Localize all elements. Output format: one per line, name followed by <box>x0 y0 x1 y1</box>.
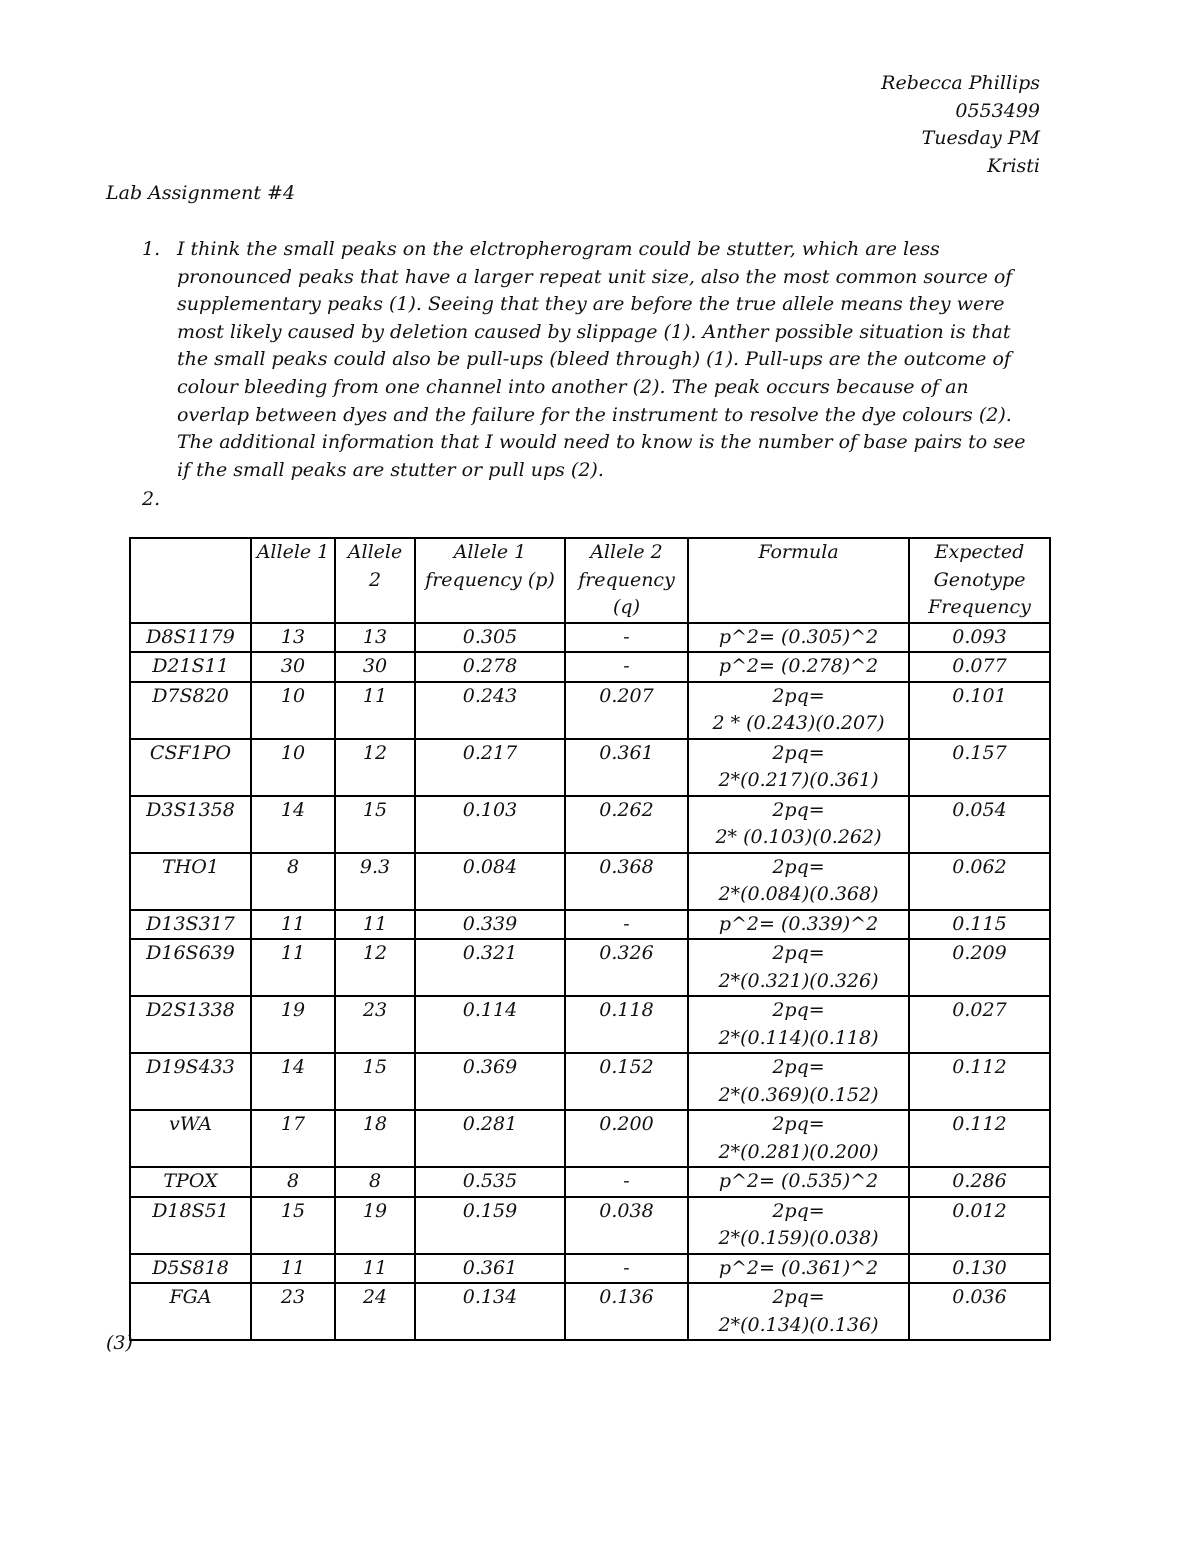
genotype-frequency-cell: 0.012 <box>909 1197 1050 1254</box>
locus-cell: TPOX <box>130 1167 251 1197</box>
allele-2-cell: 15 <box>335 1053 415 1110</box>
allele-2-cell: 23 <box>335 996 415 1053</box>
formula-line-1: p^2= (0.361)^2 <box>718 1256 879 1279</box>
table-row <box>130 1053 1050 1110</box>
allele-2-cell: 11 <box>335 910 415 940</box>
allele-1-frequency-cell: 0.339 <box>415 910 565 940</box>
allele-1-cell: 11 <box>251 1254 335 1284</box>
allele-2-frequency-cell: 0.368 <box>565 853 688 910</box>
ta-name: Kristi <box>987 154 1040 177</box>
locus-cell: D3S1358 <box>130 796 251 853</box>
genotype-frequency-cell: 0.130 <box>909 1254 1050 1284</box>
allele-1-frequency-cell: 0.103 <box>415 796 565 853</box>
allele-1-frequency-cell: 0.278 <box>415 652 565 682</box>
allele-2-cell: 11 <box>335 682 415 739</box>
formula-line-2: 2*(0.159)(0.038) <box>718 1227 879 1249</box>
genotype-frequency-cell: 0.101 <box>909 682 1050 739</box>
allele-1-cell: 19 <box>251 996 335 1053</box>
question-1 <box>142 236 1042 484</box>
allele-2-frequency-cell: 0.207 <box>565 682 688 739</box>
formula-cell <box>688 1254 909 1284</box>
allele-2-cell: 11 <box>335 1254 415 1284</box>
allele-1-cell: 8 <box>251 1167 335 1197</box>
table-row <box>130 1110 1050 1167</box>
table-row <box>130 796 1050 853</box>
question-2-number: 2. <box>142 488 161 510</box>
formula-line-1: 2pq= <box>772 999 825 1021</box>
allele-2-frequency-cell: 0.326 <box>565 939 688 996</box>
genotype-frequency-cell: 0.157 <box>909 739 1050 796</box>
locus-cell: vWA <box>130 1110 251 1167</box>
allele-1-cell: 23 <box>251 1283 335 1340</box>
allele-2-frequency-cell: - <box>565 652 688 682</box>
table-row <box>130 853 1050 910</box>
student-id: 0553499 <box>955 99 1040 122</box>
locus-cell: D5S818 <box>130 1254 251 1284</box>
formula-line-1: 2pq= <box>772 798 825 821</box>
allele-1-frequency-cell: 0.134 <box>415 1283 565 1340</box>
table-row <box>130 1254 1050 1284</box>
header-allele-2-frequency: Allele 2 frequency (q) <box>565 538 688 623</box>
genotype-frequency-cell: 0.286 <box>909 1167 1050 1197</box>
allele-1-frequency-cell: 0.369 <box>415 1053 565 1110</box>
genotype-frequency-cell: 0.209 <box>909 939 1050 996</box>
allele-1-frequency-cell: 0.159 <box>415 1197 565 1254</box>
formula-cell <box>688 1283 909 1340</box>
allele-2-frequency-cell: 0.136 <box>565 1283 688 1340</box>
locus-cell: THO1 <box>130 853 251 910</box>
allele-2-cell: 19 <box>335 1197 415 1254</box>
allele-2-frequency-cell: 0.152 <box>565 1053 688 1110</box>
allele-1-frequency-cell: 0.243 <box>415 682 565 739</box>
locus-cell: D7S820 <box>130 682 251 739</box>
lab-session: Tuesday PM <box>921 127 1040 149</box>
formula-cell <box>688 682 909 739</box>
allele-2-cell: 18 <box>335 1110 415 1167</box>
allele-2-frequency-cell: - <box>565 1254 688 1284</box>
formula-line-1: p^2= (0.339)^2 <box>718 912 879 935</box>
allele-2-frequency-cell: - <box>565 1167 688 1197</box>
allele-1-cell: 10 <box>251 739 335 796</box>
formula-cell <box>688 739 909 796</box>
question-1-number: 1. <box>142 238 161 260</box>
allele-2-cell: 13 <box>335 623 415 653</box>
allele-1-frequency-cell: 0.217 <box>415 739 565 796</box>
header-formula: Formula <box>688 538 909 623</box>
author-name: Rebecca Phillips <box>881 72 1040 94</box>
allele-2-cell: 8 <box>335 1167 415 1197</box>
formula-cell <box>688 910 909 940</box>
header-allele-1-frequency: Allele 1 frequency (p) <box>415 538 565 623</box>
allele-2-cell: 12 <box>335 739 415 796</box>
allele-1-cell: 14 <box>251 796 335 853</box>
allele-2-cell: 9.3 <box>335 853 415 910</box>
genotype-frequency-cell: 0.115 <box>909 910 1050 940</box>
genotype-frequency-cell: 0.027 <box>909 996 1050 1053</box>
allele-1-frequency-cell: 0.114 <box>415 996 565 1053</box>
allele-2-cell: 15 <box>335 796 415 853</box>
formula-cell <box>688 1167 909 1197</box>
genotype-frequency-cell: 0.062 <box>909 853 1050 910</box>
formula-line-2: 2*(0.321)(0.326) <box>718 969 879 992</box>
allele-1-cell: 13 <box>251 623 335 653</box>
allele-2-frequency-cell: 0.118 <box>565 996 688 1053</box>
formula-line-2: 2*(0.134)(0.136) <box>718 1313 879 1336</box>
formula-line-1: p^2= (0.305)^2 <box>718 625 879 648</box>
header-expected-genotype-frequency: Expected Genotype Frequency <box>909 538 1050 623</box>
allele-1-frequency-cell: 0.535 <box>415 1167 565 1197</box>
allele-1-cell: 11 <box>251 910 335 940</box>
formula-line-2: 2* (0.103)(0.262) <box>715 826 882 848</box>
table-row <box>130 652 1050 682</box>
formula-cell <box>688 1110 909 1167</box>
header-locus <box>130 538 251 623</box>
locus-cell: FGA <box>130 1283 251 1340</box>
allele-1-cell: 17 <box>251 1110 335 1167</box>
formula-line-1: 2pq= <box>772 1113 825 1135</box>
formula-line-2: 2*(0.281)(0.200) <box>718 1140 879 1163</box>
allele-2-frequency-cell: 0.038 <box>565 1197 688 1254</box>
locus-cell: D18S51 <box>130 1197 251 1254</box>
allele-1-frequency-cell: 0.084 <box>415 853 565 910</box>
formula-cell <box>688 623 909 653</box>
formula-cell <box>688 996 909 1053</box>
formula-cell <box>688 1053 909 1110</box>
locus-cell: CSF1PO <box>130 739 251 796</box>
formula-cell <box>688 796 909 853</box>
genotype-frequency-cell: 0.112 <box>909 1110 1050 1167</box>
allele-1-frequency-cell: 0.281 <box>415 1110 565 1167</box>
locus-cell: D21S11 <box>130 652 251 682</box>
document-title: Lab Assignment #4 <box>106 182 296 204</box>
table-row <box>130 939 1050 996</box>
genotype-frequency-cell: 0.077 <box>909 652 1050 682</box>
locus-cell: D19S433 <box>130 1053 251 1110</box>
formula-line-2: 2*(0.084)(0.368) <box>718 883 879 905</box>
table-row <box>130 682 1050 739</box>
question-1-answer: I think the small peaks on the elctropherogram could be stutter, which are less pronounced peaks that have a larger repeat unit size, also the most common source of supplementary peaks (1). Seeing that they are before the true allele means they were most likely caused by deletion caused by slippage (1). Anther possible situation is that the small peaks could also be pull-ups (bleed through) (1). Pull-ups are the outcome of colour bleeding from one channel into another (2). The peak occurs because of an overlap between dyes and the failure for the instrument to resolve the dye colours (2). The additional information that I would need to know is the number of base pairs to see if the small peaks are stutter or pull ups (2). <box>177 238 1026 481</box>
allele-2-cell: 12 <box>335 939 415 996</box>
formula-line-2: 2*(0.369)(0.152) <box>718 1083 879 1106</box>
citation-reference: (3) <box>106 1332 133 1354</box>
formula-cell <box>688 939 909 996</box>
formula-line-2: 2*(0.217)(0.361) <box>718 769 879 791</box>
formula-line-1: 2pq= <box>772 684 825 707</box>
allele-2-cell: 30 <box>335 652 415 682</box>
table-body <box>130 623 1050 1341</box>
locus-cell: D13S317 <box>130 910 251 940</box>
allele-2-frequency-cell: - <box>565 623 688 653</box>
allele-2-frequency-cell: 0.361 <box>565 739 688 796</box>
table-row <box>130 1167 1050 1197</box>
formula-line-1: 2pq= <box>772 1199 825 1222</box>
allele-1-cell: 14 <box>251 1053 335 1110</box>
allele-1-cell: 10 <box>251 682 335 739</box>
allele-1-cell: 30 <box>251 652 335 682</box>
allele-2-frequency-cell: - <box>565 910 688 940</box>
genotype-frequency-cell: 0.112 <box>909 1053 1050 1110</box>
allele-1-cell: 8 <box>251 853 335 910</box>
allele-2-cell: 24 <box>335 1283 415 1340</box>
allele-1-cell: 15 <box>251 1197 335 1254</box>
formula-line-1: 2pq= <box>772 1056 825 1078</box>
locus-cell: D2S1338 <box>130 996 251 1053</box>
formula-cell <box>688 853 909 910</box>
formula-line-1: 2pq= <box>772 942 825 964</box>
genotype-frequency-cell: 0.036 <box>909 1283 1050 1340</box>
table-row <box>130 1283 1050 1340</box>
formula-cell <box>688 652 909 682</box>
formula-line-1: 2pq= <box>772 741 825 764</box>
formula-line-2: 2 * (0.243)(0.207) <box>712 712 885 734</box>
table-header-row <box>130 538 1050 623</box>
table-row <box>130 623 1050 653</box>
header-allele-1: Allele 1 <box>251 538 335 623</box>
formula-line-1: 2pq= <box>772 1286 825 1308</box>
formula-line-1: 2pq= <box>772 855 825 878</box>
allele-1-frequency-cell: 0.305 <box>415 623 565 653</box>
formula-line-1: p^2= (0.278)^2 <box>718 655 879 677</box>
table-row <box>130 996 1050 1053</box>
table-row <box>130 1197 1050 1254</box>
genotype-frequency-cell: 0.093 <box>909 623 1050 653</box>
allele-1-frequency-cell: 0.321 <box>415 939 565 996</box>
table-row <box>130 910 1050 940</box>
formula-line-1: p^2= (0.535)^2 <box>718 1170 879 1192</box>
allele-2-frequency-cell: 0.200 <box>565 1110 688 1167</box>
allele-1-frequency-cell: 0.361 <box>415 1254 565 1284</box>
formula-line-2: 2*(0.114)(0.118) <box>718 1026 879 1049</box>
author-header <box>881 70 1040 180</box>
header-allele-2: Allele 2 <box>335 538 415 623</box>
genotype-frequency-table <box>129 537 1051 1341</box>
table-row <box>130 739 1050 796</box>
locus-cell: D8S1179 <box>130 623 251 653</box>
formula-cell <box>688 1197 909 1254</box>
allele-1-cell: 11 <box>251 939 335 996</box>
genotype-frequency-cell: 0.054 <box>909 796 1050 853</box>
locus-cell: D16S639 <box>130 939 251 996</box>
allele-2-frequency-cell: 0.262 <box>565 796 688 853</box>
